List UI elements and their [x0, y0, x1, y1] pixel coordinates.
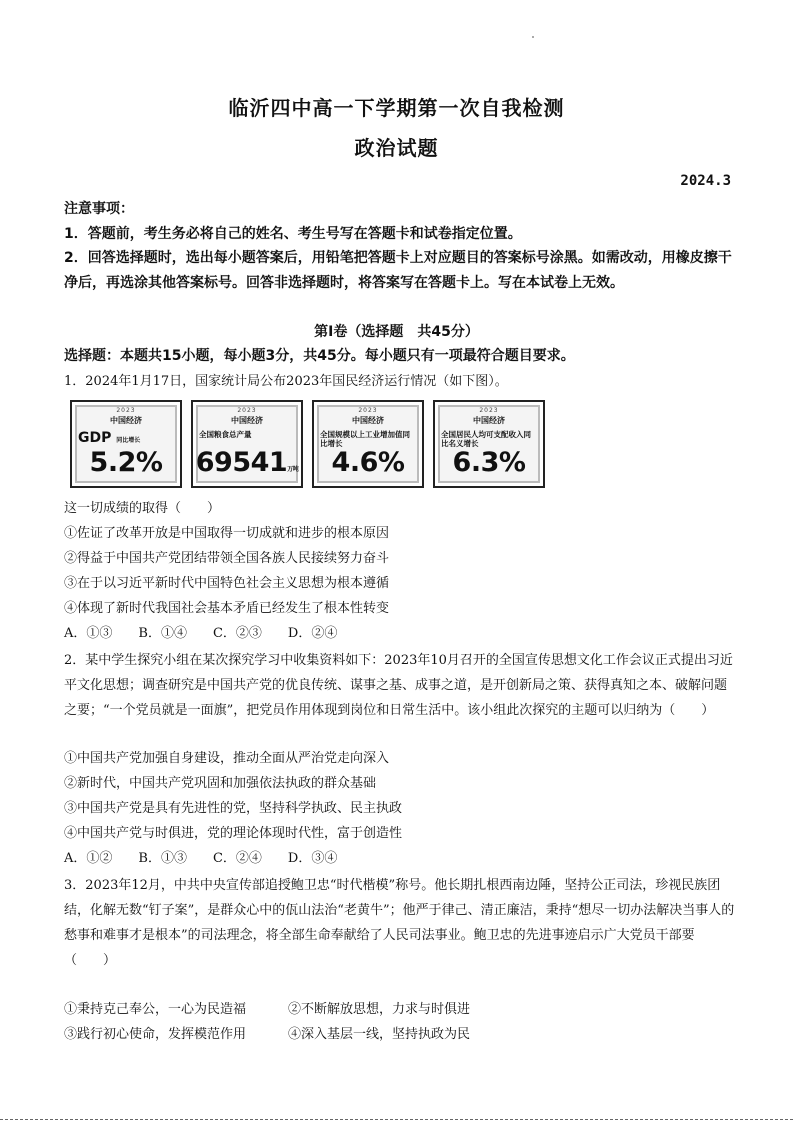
- infographic-industry: [312, 400, 424, 488]
- section-title: 第Ⅰ卷（选择题 共45分）: [314, 324, 479, 340]
- q3-statements-row-1: [64, 998, 736, 1022]
- q1-option-c: C．②③: [212, 626, 262, 641]
- q1-prompt: 这一切成绩的取得（ ）: [64, 501, 221, 516]
- infographic-gdp: [70, 400, 182, 488]
- scan-speck: [532, 36, 534, 38]
- q3-statement-1: ①秉持克己奉公，一心为民造福: [64, 1002, 247, 1017]
- exam-subject: 政治试题: [354, 136, 439, 160]
- q1-statement-4: ④体现了新时代我国社会基本矛盾已经发生了根本性转变: [64, 601, 390, 616]
- q3-statement-3: ③践行初心使命，发挥模范作用: [64, 1027, 247, 1042]
- infographic-grain: [191, 400, 303, 488]
- card-year: 2023: [358, 407, 378, 414]
- card-value: 4.6%: [331, 447, 405, 478]
- notes-item-1: 1．答题前，考生务必将自己的姓名、考生号写在答题卡和试卷指定位置。: [64, 226, 522, 242]
- notes-heading: 注意事项：: [64, 201, 134, 217]
- exam-title: 临沂四中高一下学期第一次自我检测: [228, 96, 565, 120]
- q1-option-b: B．①④: [138, 626, 187, 641]
- q2-options: [64, 847, 736, 871]
- q3-statement-2: ②不断解放思想，力求与时俱进: [288, 1002, 471, 1017]
- q1-option-d: D．②④: [287, 626, 338, 641]
- q1-options: [64, 622, 736, 646]
- card-year: 2023: [479, 407, 499, 414]
- card-value: 69541万吨: [195, 447, 299, 478]
- card-label: GDP 同比增长: [78, 430, 141, 446]
- section-instruction: 选择题：本题共15小题，每小题3分，共45分。每小题只有一项最符合题目要求。: [64, 348, 575, 364]
- card-year: 2023: [237, 407, 257, 414]
- card-label: 全国居民人均可支配收入同比名义增长: [441, 430, 531, 448]
- card-header: 中国经济: [110, 416, 142, 425]
- q3-stem: 3．2023年12月，中共中央宣传部追授鲍卫忠“时代楷模”称号。他长期扎根西南边陲，坚持公正司法，珍视民族团结，化解无数“钉子案”，是群众心中的佤山法治“老黄牛”；他严于律己、清正廉洁，秉持“想尽一切办法解决当事人的愁事和难事才是根本”的司法理念，将全部生命奉献给了人民司法事业。鲍卫忠的先进事迹启示广大党员干部要（ ）: [64, 878, 735, 968]
- page-bottom-rule: [0, 1119, 793, 1120]
- card-value: 6.3%: [452, 447, 526, 478]
- q1-statement-2: ②得益于中国共产党团结带领全国各族人民接续努力奋斗: [64, 551, 390, 566]
- card-value: 5.2%: [89, 447, 163, 478]
- q2-option-a: A．①②: [64, 851, 113, 866]
- q2-option-c: C．②④: [212, 851, 262, 866]
- q1-statement-3: ③在于以习近平新时代中国特色社会主义思想为根本遵循: [64, 576, 390, 591]
- exam-date: 2024.3: [680, 173, 731, 189]
- q1-stem: 1．2024年1月17日，国家统计局公布2023年国民经济运行情况（如下图）。: [64, 374, 508, 389]
- q2-statement-4: ④中国共产党与时俱进，党的理论体现时代性，富于创造性: [64, 826, 403, 841]
- card-label: 全国粮食总产量: [199, 430, 252, 439]
- q2-option-b: B．①③: [138, 851, 187, 866]
- q2-option-d: D．③④: [287, 851, 338, 866]
- notes-item-2: 2．回答选择题时，选出每小题答案后，用铅笔把答题卡上对应题目的答案标号涂黑。如需改动，用橡皮擦干净后，再选涂其他答案标号。回答非选择题时，将答案写在答题卡上。写在本试卷上无效。: [64, 250, 732, 291]
- q3-statements-row-2: [64, 1023, 736, 1047]
- q2-stem: 2．某中学生探究小组在某次探究学习中收集资料如下：2023年10月召开的全国宣传思想文化工作会议正式提出习近平文化思想；调查研究是中国共产党的优良传统、谋事之基、成事之道，是开创新局之策、获得真知之本、破解问题之要；“一个党员就是一面旗”，把党员作用体现到岗位和日常生活中。该小组此次探究的主题可以归纳为（ ）: [64, 653, 733, 718]
- q1-option-a: A．①③: [64, 626, 113, 641]
- q2-statement-1: ①中国共产党加强自身建设，推动全面从严治党走向深入: [64, 751, 390, 766]
- card-header: 中国经济: [352, 416, 384, 425]
- economy-infographics: [70, 400, 550, 490]
- q2-statement-3: ③中国共产党是具有先进性的党，坚持科学执政、民主执政: [64, 801, 403, 816]
- card-header: 中国经济: [473, 416, 505, 425]
- card-header: 中国经济: [231, 416, 263, 425]
- q2-statement-2: ②新时代，中国共产党巩固和加强依法执政的群众基础: [64, 776, 377, 791]
- infographic-income: [433, 400, 545, 488]
- card-label: 全国规模以上工业增加值同比增长: [320, 430, 410, 448]
- q1-statement-1: ①佐证了改革开放是中国取得一切成就和进步的根本原因: [64, 526, 390, 541]
- q3-statement-4: ④深入基层一线，坚持执政为民: [288, 1027, 471, 1042]
- card-year: 2023: [116, 407, 136, 414]
